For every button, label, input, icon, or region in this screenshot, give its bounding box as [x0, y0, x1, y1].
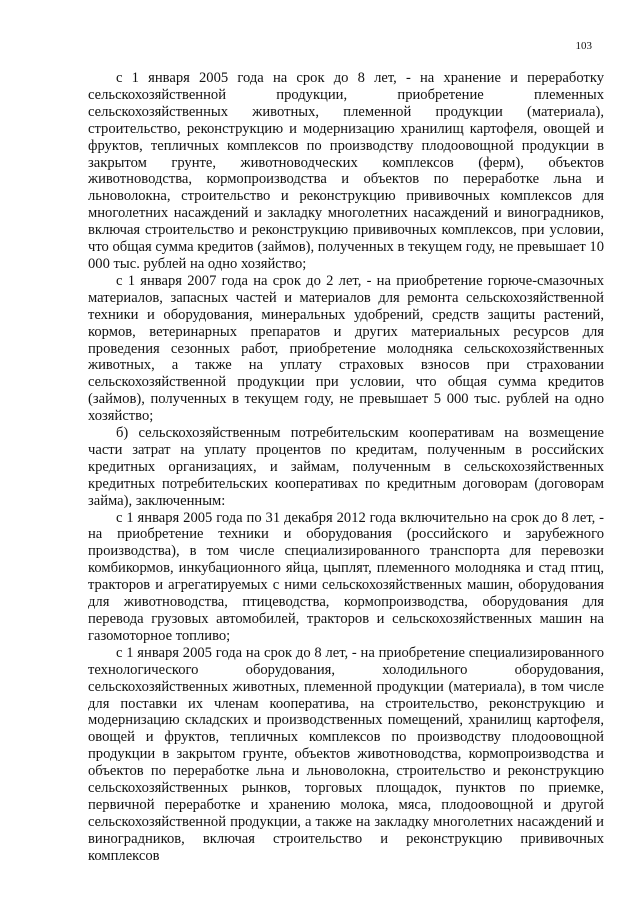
paragraph-2005-storage: с 1 января 2005 года на срок до 8 лет, - на хранение и переработку сельскохозяйственной продукции, приобретение племенных сельскохозяйственных животных, племенной продукции (материала), строительство, реконструкцию и модернизацию хранилищ картофеля, овощей и фруктов, тепличных комплексов по производству плодоовощной продукции в закрытом грунте, животноводческих комплексов (ферм), объектов животноводства, кормопроизводства и объектов по переработке льна и льноволокна, строительство и реконструкцию прививочных комплексов для многолетних насаждений и закладку многолетних насаждений и виноградников, включая строительство и реконструкцию прививочных комплексов, при условии, что общая сумма кредитов (займов), полученных в текущем году, не превышает 10 000 тыс. рублей на одно хозяйство; [88, 70, 604, 272]
page-number: 103 [575, 40, 592, 52]
document-body [88, 70, 604, 865]
paragraph-2005-specialized: с 1 января 2005 года на срок до 8 лет, - на приобретение специализированного технологического оборудования, холодильного оборудования, сельскохозяйственных животных, племенной продукции (материала), в том числе для поставки их членам кооператива, на строительство, реконструкцию и модернизацию складских и производственных помещений, хранилищ картофеля, овощей и фруктов, тепличных комплексов по производству плодоовощной продукции в закрытом грунте, объектов животноводства, кормопроизводства и объектов по переработке льна и льноволокна, строительство и реконструкцию сельскохозяйственных рынков, торговых площадок, пунктов по приемке, первичной переработке и хранению молока, мяса, плодоовощной и другой сельскохозяйственной продукции, а также на закладку многолетних насаждений и виноградников, включая строительство и реконструкцию прививочных комплексов [88, 644, 604, 864]
paragraph-cooperatives: б) сельскохозяйственным потребительским кооперативам на возмещение части затрат на уплату процентов по кредитам, полученным в российских кредитных организациях, и займам, полученным в сельскохозяйственных кредитных потребительских кооперативах по кредитным договорам (договорам займа), заключенным: [88, 425, 604, 509]
paragraph-2005-2012-equipment: с 1 января 2005 года по 31 декабря 2012 года включительно на срок до 8 лет, - на приобретение техники и оборудования (российского и зарубежного производства), в том числе специализированного транспорта для перевозки комбикормов, инкубационного яйца, цыплят, племенного молодняка и стад птиц, тракторов и агрегатируемых с ними сельскохозяйственных машин, оборудования для животноводства, птицеводства, кормопроизводства, оборудования для перевода грузовых автомобилей, тракторов и сельскохозяйственных машин на газомоторное топливо; [88, 509, 604, 644]
paragraph-2007-fuel: с 1 января 2007 года на срок до 2 лет, - на приобретение горюче-смазочных материалов, запасных частей и материалов для ремонта сельскохозяйственной техники и оборудования, минеральных удобрений, средств защиты растений, кормов, ветеринарных препаратов и других материальных ресурсов для проведения сезонных работ, приобретение молодняка сельскохозяйственных животных, а также на уплату страховых взносов при страховании сельскохозяйственной продукции при условии, что общая сумма кредитов (займов), полученных в текущем году, не превышает 5 000 тыс. рублей на одно хозяйство; [88, 272, 604, 425]
